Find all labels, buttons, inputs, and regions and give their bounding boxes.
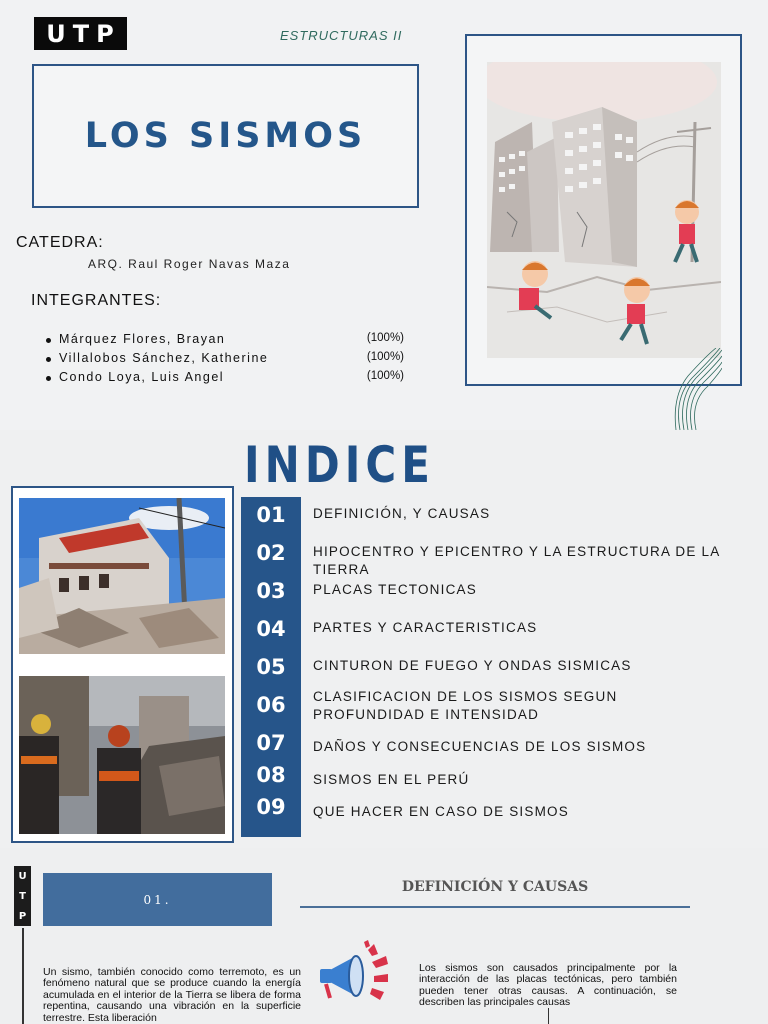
members-list xyxy=(46,332,416,389)
section-number-box xyxy=(43,873,272,926)
list-item xyxy=(46,351,416,370)
member-name: Condo Loya, Luis Angel xyxy=(59,370,225,384)
course-name: ESTRUCTURAS II xyxy=(280,28,403,43)
index-number-column xyxy=(241,497,301,837)
index-item[interactable]: DEFINICIÓN, Y CAUSAS xyxy=(313,506,491,521)
index-item[interactable]: CLASIFICACION DE LOS SISMOS SEGUN PROFUNDIDAD E INTENSIDAD xyxy=(313,689,618,722)
earthquake-illustration xyxy=(487,62,721,358)
cover-page xyxy=(0,0,768,430)
index-number: 06 xyxy=(256,693,286,717)
index-item[interactable]: DAÑOS Y CONSECUENCIAS DE LOS SISMOS xyxy=(313,739,647,754)
side-divider xyxy=(22,928,24,1024)
section-title: DEFINICIÓN Y CAUSAS xyxy=(401,879,589,895)
logo-letter: U xyxy=(18,870,27,882)
page-title: LOS SISMOS xyxy=(84,116,367,156)
index-number: 08 xyxy=(256,763,286,787)
index-number: 09 xyxy=(256,795,286,819)
index-item[interactable]: QUE HACER EN CASO DE SISMOS xyxy=(313,804,569,819)
rescue-workers-photo xyxy=(19,676,225,834)
index-number: 02 xyxy=(256,541,286,565)
index-photos-frame xyxy=(11,486,234,843)
definition-paragraph: Un sismo, también conocido como terremoto, es un fenómeno natural que se produce cuando la energía acumulada en el interior de la Tierra se libera de forma repentina, causando una vibración en la superficie terrestre. Esta liberación xyxy=(43,966,301,1024)
index-number: 07 xyxy=(256,731,286,755)
index-number: 04 xyxy=(256,617,286,641)
causes-paragraph: Los sismos son causados principalmente por la interacción de las placas tectónicas, pero también pueden tener otras causas. A continuación, se describen las principales causas xyxy=(419,962,677,1009)
section-rule xyxy=(300,906,690,908)
divider xyxy=(548,1008,549,1024)
megaphone-icon xyxy=(316,940,396,1008)
section-page xyxy=(0,848,768,1024)
list-item xyxy=(46,370,416,389)
section-number: 01. xyxy=(143,892,172,907)
index-item[interactable]: PARTES Y CARACTERISTICAS xyxy=(313,620,538,635)
cover-illustration-frame xyxy=(465,34,742,386)
index-item[interactable]: SISMOS EN EL PERÚ xyxy=(313,772,470,787)
logo-letter: T xyxy=(19,890,26,902)
index-title: INDICE xyxy=(244,436,436,494)
catedra-label: CATEDRA: xyxy=(16,234,104,251)
member-pct: (100%) xyxy=(366,351,404,363)
collapsed-building-photo xyxy=(19,498,225,654)
utp-side-logo xyxy=(14,866,31,926)
member-name: Márquez Flores, Brayan xyxy=(59,332,226,346)
index-number: 03 xyxy=(256,579,286,603)
index-item[interactable]: CINTURON DE FUEGO Y ONDAS SISMICAS xyxy=(313,658,632,673)
logo-letter: P xyxy=(18,910,27,922)
integrantes-label: INTEGRANTES: xyxy=(31,292,162,309)
wave-lines-decoration xyxy=(672,348,722,430)
index-number: 05 xyxy=(256,655,286,679)
utp-logo: UTP xyxy=(34,17,127,50)
member-pct: (100%) xyxy=(366,370,404,382)
index-item[interactable]: PLACAS TECTONICAS xyxy=(313,582,477,597)
index-number: 01 xyxy=(256,503,286,527)
index-page xyxy=(0,430,768,848)
list-item xyxy=(46,332,416,351)
index-item[interactable]: HIPOCENTRO Y EPICENTRO Y LA ESTRUCTURA DE LA TIERRA xyxy=(313,544,720,577)
member-pct: (100%) xyxy=(366,332,404,344)
member-name: Villalobos Sánchez, Katherine xyxy=(59,351,269,365)
title-box xyxy=(32,64,419,208)
catedra-name: ARQ. Raul Roger Navas Maza xyxy=(88,257,291,271)
